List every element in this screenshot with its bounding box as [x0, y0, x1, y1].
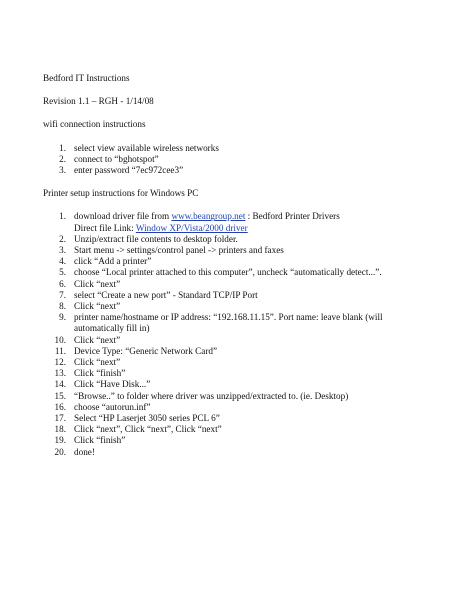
list-number: 9.	[59, 312, 66, 323]
list-number: 2.	[59, 233, 66, 244]
step-text: : Bedford Printer Drivers	[245, 211, 340, 222]
list-number: 7.	[59, 289, 66, 300]
list-item	[43, 256, 433, 267]
wifi-step-text: connect to “bghotspot”	[74, 153, 159, 164]
list-number: 19.	[54, 435, 66, 446]
list-number: 3.	[59, 165, 66, 176]
list-number: 18.	[54, 424, 66, 435]
printer-step-text: click “Add a printer”	[74, 256, 152, 267]
printer-steps-list	[43, 211, 433, 457]
list-item	[43, 379, 433, 390]
printer-heading: Printer setup instructions for Windows PC	[43, 188, 199, 199]
printer-step-text-continued: automatically fill in)	[74, 323, 150, 334]
list-number: 10.	[54, 334, 66, 345]
list-number: 1.	[59, 142, 66, 153]
list-number: 4.	[59, 256, 66, 267]
printer-step-text: “Browse..” to folder where driver was unzipped/extracted to. (ie. Desktop)	[74, 390, 349, 401]
list-number: 12.	[54, 357, 66, 368]
spacer	[43, 131, 433, 143]
printer-step-text: printer name/hostname or IP address: “192.168.11.15”. Port name: leave blank (will	[74, 312, 383, 323]
list-item	[43, 301, 433, 312]
list-number: 11.	[54, 345, 66, 356]
list-number: 6.	[59, 278, 66, 289]
wifi-step-text: select view available wireless networks	[74, 142, 219, 153]
step-text: download driver file from	[74, 211, 172, 222]
list-number: 16.	[54, 401, 66, 412]
list-item	[43, 154, 433, 165]
list-item	[43, 357, 433, 368]
list-item	[43, 234, 433, 245]
list-item	[43, 346, 433, 357]
list-item	[43, 413, 433, 424]
printer-step-1-line2	[74, 223, 433, 234]
list-item	[43, 435, 433, 446]
list-number: 14.	[54, 379, 66, 390]
printer-step-text: choose “Local printer attached to this computer”, uncheck “automatically detect...”.	[74, 267, 382, 278]
list-item	[43, 279, 433, 290]
list-item	[43, 267, 433, 278]
spacer	[43, 84, 433, 96]
list-item	[43, 447, 433, 458]
list-item	[43, 368, 433, 379]
wifi-steps-list	[43, 143, 433, 177]
list-number: 1.	[59, 211, 66, 222]
driver-download-link[interactable]: Window XP/Vista/2000 driver	[135, 222, 248, 233]
printer-step-1	[74, 211, 433, 222]
spacer	[43, 199, 433, 211]
printer-step-text: Click “next”	[74, 278, 121, 289]
list-item	[43, 245, 433, 256]
list-number: 2.	[59, 153, 66, 164]
document-title: Bedford IT Instructions	[43, 73, 130, 83]
list-number: 13.	[54, 368, 66, 379]
wifi-heading: wifi connection instructions	[43, 119, 146, 130]
step-text: Direct file Link:	[74, 222, 136, 233]
list-number: 5.	[59, 267, 66, 278]
list-item	[43, 402, 433, 413]
document-body	[43, 73, 433, 458]
list-item	[43, 391, 433, 402]
list-number: 20.	[54, 446, 66, 457]
printer-step-text: Click “finish”	[74, 435, 126, 446]
printer-step-text: select “Create a new port” - Standard TCP/IP Port	[74, 289, 258, 300]
beangroup-link[interactable]: www.beangroup.net	[171, 211, 246, 222]
list-item	[43, 165, 433, 176]
list-item	[43, 211, 433, 233]
list-number: 17.	[54, 413, 66, 424]
spacer	[43, 176, 433, 188]
revision-line: Revision 1.1 – RGH - 1/14/08	[43, 96, 154, 107]
printer-step-text: done!	[74, 446, 95, 457]
list-number: 8.	[59, 301, 66, 312]
list-item	[43, 143, 433, 154]
printer-step-text: Click “finish”	[74, 368, 126, 379]
wifi-step-text: enter password “7ec972cee3”	[74, 165, 184, 176]
printer-step-text: Click “next”, Click “next”, Click “next”	[74, 424, 222, 435]
list-item	[43, 312, 433, 334]
list-item	[43, 335, 433, 346]
printer-step-text: Start menu -> settings/control panel -> printers and faxes	[74, 245, 284, 256]
printer-step-text: Click “next”	[74, 301, 121, 312]
list-item	[43, 290, 433, 301]
list-number: 15.	[54, 390, 66, 401]
printer-step-text: Device Type: “Generic Network Card”	[74, 345, 218, 356]
printer-step-text: Click “next”	[74, 357, 121, 368]
printer-step-text: Select “HP Laserjet 3050 series PCL 6”	[74, 413, 220, 424]
printer-step-text: Click “next”	[74, 334, 121, 345]
list-item	[43, 424, 433, 435]
printer-step-text: Unzip/extract file contents to desktop folder.	[74, 233, 238, 244]
printer-step-text: Click “Have Disk...”	[74, 379, 151, 390]
printer-step-text: choose “autorun.inf”	[74, 401, 151, 412]
spacer	[43, 107, 433, 119]
list-number: 3.	[59, 245, 66, 256]
